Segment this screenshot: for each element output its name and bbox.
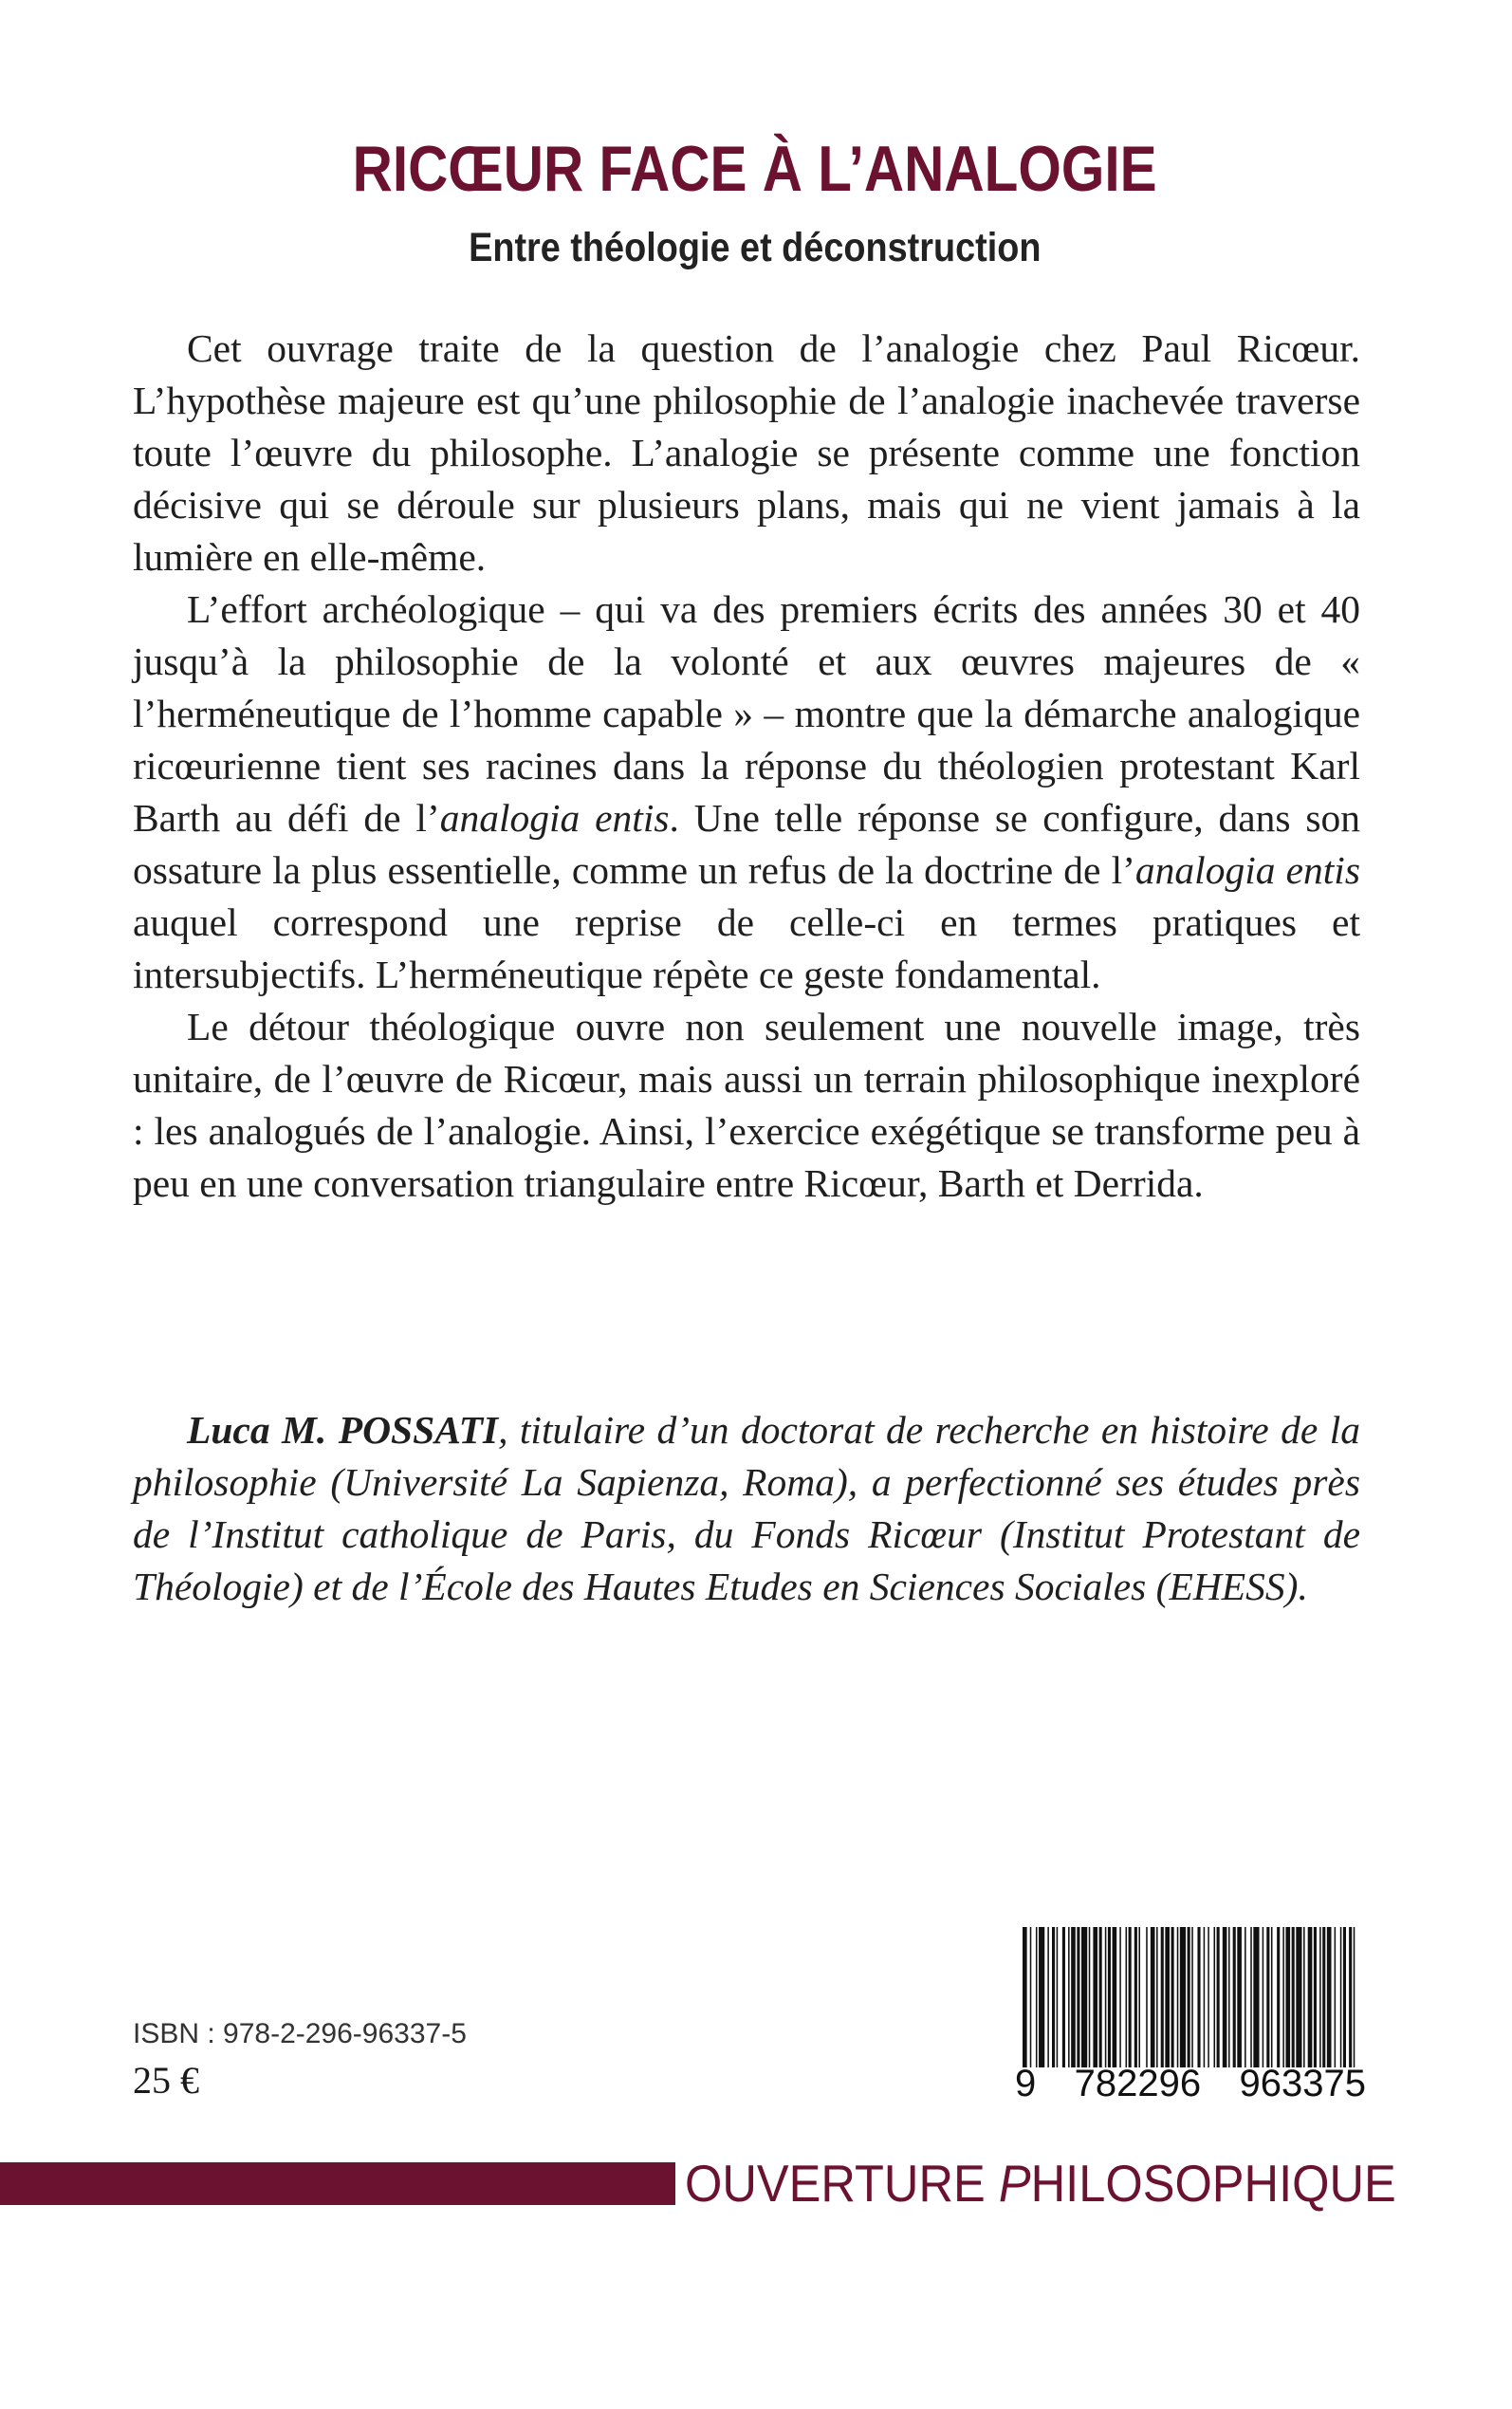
barcode-bar bbox=[1343, 1927, 1346, 2067]
barcode-bar bbox=[1197, 1927, 1200, 2067]
barcode-bar bbox=[1253, 1927, 1259, 2067]
barcode-bar bbox=[1099, 1927, 1102, 2067]
barcode-bar bbox=[1077, 1927, 1079, 2067]
author-bio-text: , titulaire d’un doctorat de recherche en histoire de la philosophie (Université La Sapienza, Roma), a perfectionné ses études près de l’Institut catholique de Paris, du Fonds Ricœur (Institut Protestant de Théologie) et de l’École des Hautes Etudes en Sciences Sociales (EHESS). bbox=[133, 1408, 1360, 1608]
barcode-bar bbox=[1068, 1927, 1070, 2067]
barcode-bar bbox=[1023, 1927, 1027, 2067]
barcode-bar bbox=[1214, 1927, 1216, 2067]
barcode-bar bbox=[1245, 1927, 1246, 2067]
barcode-bar bbox=[1250, 1927, 1252, 2067]
barcode-bar bbox=[1171, 1927, 1174, 2067]
barcode-bar bbox=[1081, 1927, 1087, 2067]
barcode-bar bbox=[1191, 1927, 1193, 2067]
blurb-p2-part-a: L’effort archéologique – qui va des premiers écrits des années 30 et 40 jusqu’à la philosophie de la volonté et aux œuvres majeures de « l’herméneutique de l’homme capable » – montre que la démarche analogique ricœurienne tient ses racines dans la réponse du théologien protestant Karl Barth au défi de l’ bbox=[133, 587, 1360, 840]
barcode-bar bbox=[1322, 1927, 1325, 2067]
barcode-bar bbox=[1161, 1927, 1164, 2067]
barcode-bar bbox=[1165, 1927, 1170, 2067]
barcode-bar bbox=[1327, 1927, 1332, 2067]
barcode-bar bbox=[1151, 1927, 1155, 2067]
blurb-p2-part-c: auquel correspond une reprise de celle-ci en termes pratiques et intersubjectifs. L’herméneutique répète ce geste fondamental. bbox=[133, 900, 1360, 996]
series-name-italic-letter: P bbox=[998, 2154, 1031, 2213]
barcode-bar bbox=[1237, 1927, 1242, 2067]
barcode-bar bbox=[1156, 1927, 1158, 2067]
book-title: RICŒUR FACE À L’ANALOGIE bbox=[352, 133, 1157, 205]
barcode-bar bbox=[1108, 1927, 1111, 2067]
blurb-paragraph-2 bbox=[133, 584, 1360, 1001]
barcode-bar bbox=[1119, 1927, 1121, 2067]
latin-term-analogia-entis: analogia entis bbox=[439, 796, 670, 840]
barcode-bar bbox=[1180, 1927, 1186, 2067]
barcode-bar bbox=[1039, 1927, 1044, 2067]
barcode-bar bbox=[1319, 1927, 1321, 2067]
barcode-bar bbox=[1126, 1927, 1128, 2067]
series-color-bar bbox=[0, 2162, 675, 2205]
barcode-bar bbox=[1308, 1927, 1313, 2067]
isbn-label: ISBN : 978-2-296-96337-5 bbox=[133, 2018, 467, 2049]
barcode-bar bbox=[1138, 1927, 1140, 2067]
book-subtitle: Entre théologie et déconstruction bbox=[469, 225, 1042, 270]
barcode-bar bbox=[1228, 1927, 1230, 2067]
barcode-bar bbox=[1093, 1927, 1097, 2067]
barcode-bar bbox=[1129, 1927, 1132, 2067]
barcode-bar bbox=[1208, 1927, 1209, 2067]
series-name bbox=[685, 2154, 1396, 2213]
barcode-bar bbox=[1113, 1927, 1117, 2067]
barcode-bar bbox=[1217, 1927, 1220, 2067]
barcode-bar bbox=[1263, 1927, 1264, 2067]
barcode-bar bbox=[1105, 1927, 1107, 2067]
barcode-bar bbox=[1052, 1927, 1055, 2067]
barcode-bar bbox=[1057, 1927, 1059, 2067]
author-bio bbox=[133, 1404, 1360, 1613]
barcode-bar bbox=[1277, 1927, 1280, 2067]
barcode-bar bbox=[1204, 1927, 1206, 2067]
barcode-bar bbox=[1047, 1927, 1049, 2067]
barcode-digits bbox=[1015, 2062, 1366, 2105]
barcode-bar bbox=[1036, 1927, 1038, 2067]
barcode-digits-left: 782296 bbox=[1074, 2063, 1202, 2104]
barcode-bar bbox=[1233, 1927, 1236, 2067]
barcode-bar bbox=[1335, 1927, 1337, 2067]
barcode-bar bbox=[1177, 1927, 1179, 2067]
author-name: Luca M. POSSATI bbox=[187, 1408, 499, 1452]
blurb-paragraph-1: Cet ouvrage traite de la question de l’analogie chez Paul Ricœur. L’hypothèse majeure est qu’une philosophie de l’analogie inachevée traverse toute l’œuvre du philosophe. L’analogie se présente comme une fonction décisive qui se déroule sur plusieurs plans, mais qui ne vient jamais à la lumière en elle-même. bbox=[133, 326, 1360, 579]
blurb-text bbox=[133, 323, 1360, 1210]
barcode-bar bbox=[1146, 1927, 1148, 2067]
barcode-digits-right: 963375 bbox=[1239, 2063, 1366, 2104]
barcode-bar bbox=[1296, 1927, 1301, 2067]
barcode-bar bbox=[1223, 1927, 1227, 2067]
barcode-bar bbox=[1266, 1927, 1269, 2067]
barcode-bar bbox=[1314, 1927, 1317, 2067]
barcode-bar bbox=[1089, 1927, 1091, 2067]
latin-term-analogia-entis-2: analogia entis bbox=[1134, 848, 1360, 892]
barcode-bar bbox=[1349, 1927, 1352, 2067]
price-label: 25 € bbox=[133, 2059, 199, 2102]
barcode-bar bbox=[1071, 1927, 1076, 2067]
series-name-part-1: OUVERTURE bbox=[685, 2154, 999, 2213]
barcode-bar bbox=[1271, 1927, 1273, 2067]
barcode-bar bbox=[1292, 1927, 1295, 2067]
barcode-bar bbox=[1282, 1927, 1284, 2067]
barcode-digit-first: 9 bbox=[1015, 2063, 1037, 2104]
barcode-bar bbox=[1030, 1927, 1032, 2067]
barcode bbox=[1015, 1921, 1366, 2111]
barcode-bar bbox=[1303, 1927, 1305, 2067]
barcode-bar bbox=[1340, 1927, 1342, 2067]
barcode-bar bbox=[1188, 1927, 1190, 2067]
barcode-bar bbox=[1285, 1927, 1290, 2067]
barcode-bar bbox=[1134, 1927, 1137, 2067]
blurb-paragraph-3: Le détour théologique ouvre non seulement une nouvelle image, très unitaire, de l’œuvre de Ricœur, mais aussi un terrain philosophique inexploré : les analogués de l’analogie. Ainsi, l’exercice exégétique se transforme peu à peu en une conversation triangulaire entre Ricœur, Barth et Derrida. bbox=[133, 1005, 1360, 1205]
barcode-bar bbox=[1062, 1927, 1065, 2067]
series-name-part-3: HILOSOPHIQUE bbox=[1030, 2154, 1396, 2213]
blurb-p2-part-b: . Une telle réponse se configure, dans son ossature la plus essentielle, comme un refus de la doctrine de l’ bbox=[133, 796, 1360, 892]
barcode-bars bbox=[1023, 1927, 1358, 2067]
barcode-bar bbox=[1354, 1927, 1355, 2067]
